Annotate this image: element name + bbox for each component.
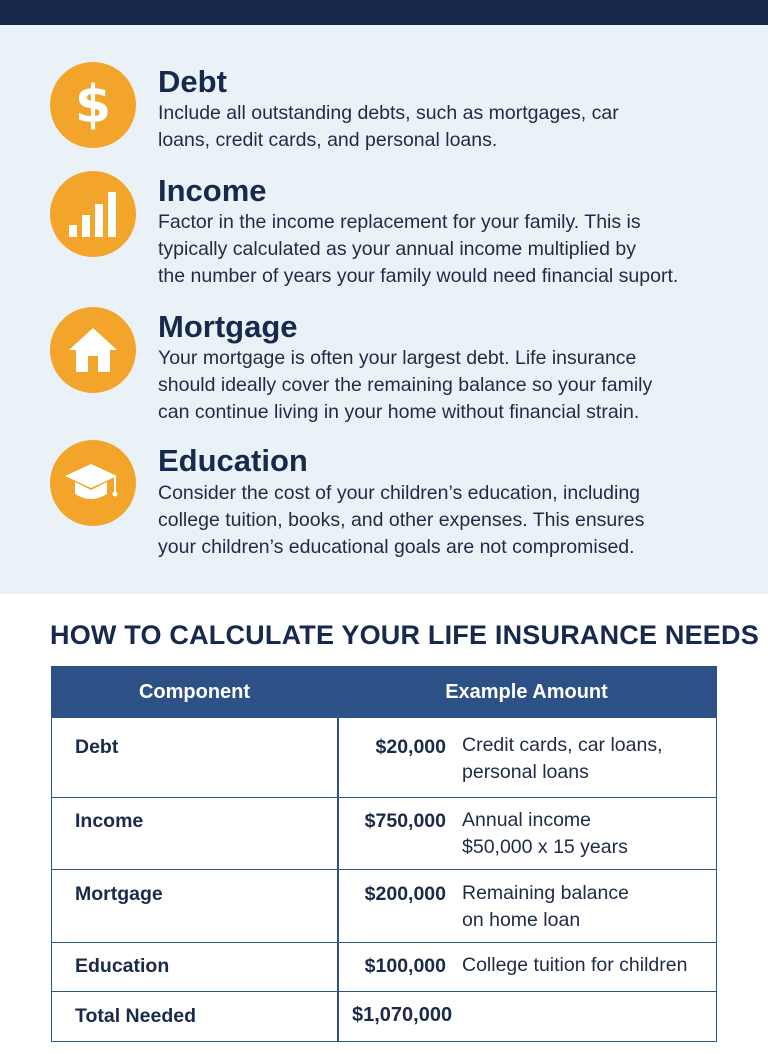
factor-title: Debt (158, 64, 227, 99)
factor-description: Consider the cost of your children’s education, including college tuition, books, and other expenses. This ensures your children’s educational goals are not compromised. (158, 482, 645, 558)
top-banner (0, 0, 768, 25)
calculation-table (51, 666, 717, 1042)
section-heading: HOW TO CALCULATE YOUR LIFE INSURANCE NEEDS (50, 620, 759, 650)
amount-cell: $200,000 (364, 883, 446, 905)
amount-cell: $100,000 (364, 955, 446, 977)
factors-panel (0, 25, 768, 594)
factor-title: Education (158, 443, 308, 478)
table-header (52, 667, 716, 717)
table-row (52, 797, 716, 869)
factor-title: Income (158, 173, 267, 208)
column-header-component: Component (138, 681, 251, 703)
note-cell: College tuition for children (462, 954, 688, 976)
amount-cell: $750,000 (364, 810, 446, 832)
graduation-cap-icon (50, 440, 136, 526)
component-cell: Mortgage (75, 883, 163, 905)
factor-description: Your mortgage is often your largest debt. Life insurance should ideally cover the remaining balance so your family can continue living in your home without financial strain. (158, 347, 653, 423)
factor-description: Include all outstanding debts, such as mortgages, car loans, credit cards, and personal loans. (158, 102, 619, 151)
note-cell: Remaining balance on home loan (462, 882, 629, 931)
dollar-sign-icon: $ (50, 62, 136, 148)
total-row (52, 991, 716, 1040)
table-row (52, 717, 716, 797)
table-row (52, 869, 716, 942)
total-label: Total Needed (75, 1005, 196, 1027)
column-divider (337, 667, 339, 1041)
table-row (52, 942, 716, 991)
amount-cell: $20,000 (375, 736, 446, 758)
component-cell: Income (75, 810, 144, 832)
factor-description: Factor in the income replacement for your family. This is typically calculated as your annual income multiplied by the number of years your family would need financial suport. (158, 211, 679, 287)
note-cell: Credit cards, car loans, personal loans (462, 734, 663, 783)
house-icon (50, 307, 136, 393)
total-amount: $1,070,000 (352, 1004, 453, 1026)
column-header-amount: Example Amount (445, 681, 608, 703)
bar-chart-icon (50, 171, 136, 257)
component-cell: Debt (75, 736, 119, 758)
component-cell: Education (75, 955, 170, 977)
factor-title: Mortgage (158, 309, 298, 344)
note-cell: Annual income $50,000 x 15 years (462, 809, 628, 858)
